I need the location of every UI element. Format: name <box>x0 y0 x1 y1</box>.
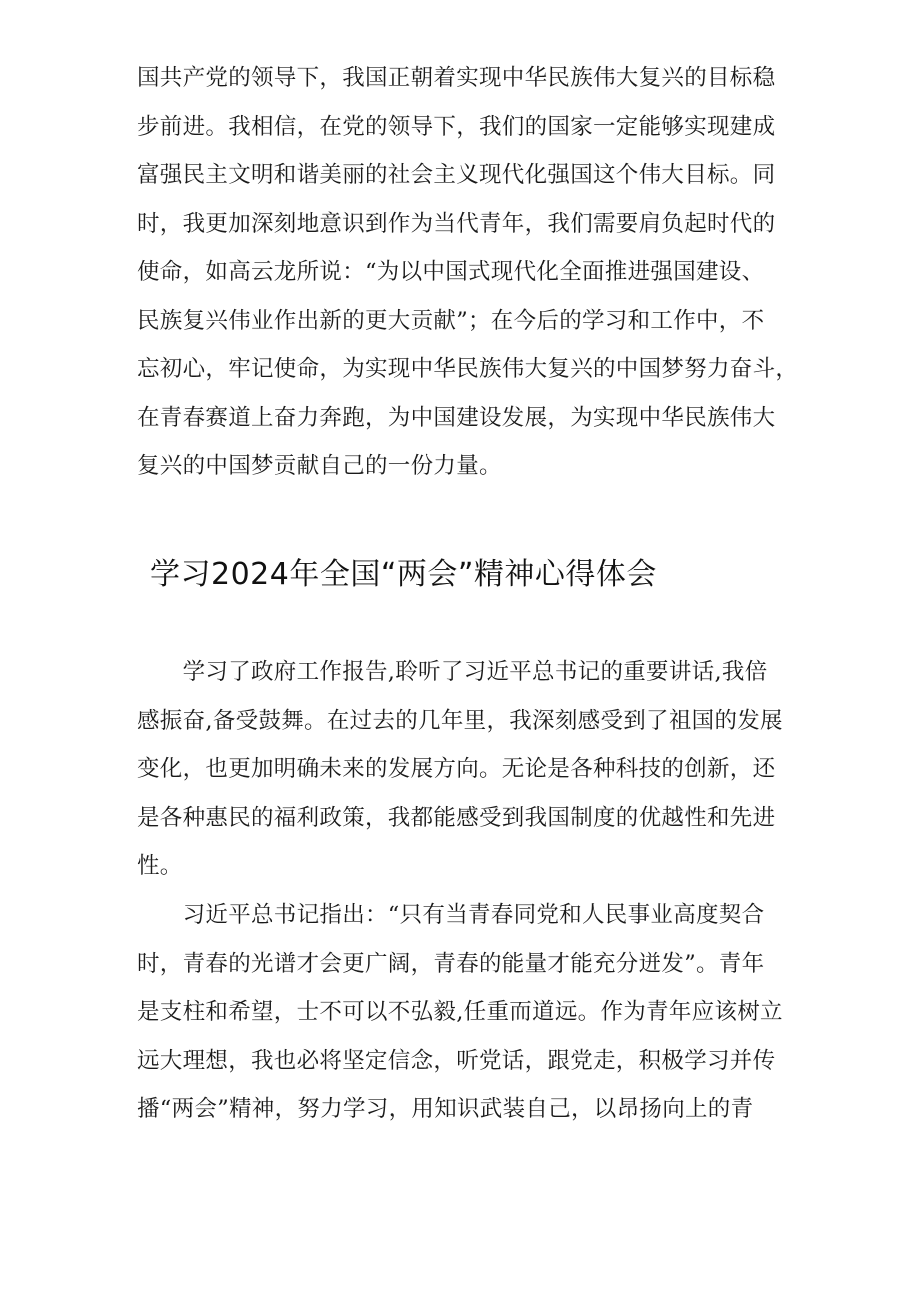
text-line: 性。 <box>137 853 183 879</box>
text-line: 时，青春的光谱才会更广阔，青春的能量才能充分迸发”。青年 <box>137 950 765 977</box>
paragraph <box>137 648 787 891</box>
text-line: 是各种惠民的福利政策，我都能感受到我国制度的优越性和先进 <box>137 804 776 831</box>
section-heading: 学习2024年全国“两会”精神心得体会 <box>150 557 657 592</box>
text-line: 变化，也更加明确未来的发展方向。无论是各种科技的创新，还 <box>137 756 776 782</box>
text-line: 学习了政府工作报告,聆听了习近平总书记的重要讲话,我倍 <box>137 659 768 685</box>
text-line: 习近平总书记指出：“只有当青春同党和人民事业高度契合 <box>137 902 765 928</box>
text-line: 是支柱和希望，士不可以不弘毅,任重而道远。作为青年应该树立 <box>137 999 783 1025</box>
text-line: 感振奋,备受鼓舞。在过去的几年里，我深刻感受到了祖国的发展 <box>137 707 783 734</box>
text-line: 使命，如高云龙所说：“为以中国式现代化全面推进强国建设、 <box>137 259 765 285</box>
text-line: 步前进。我相信，在党的领导下，我们的国家一定能够实现建成 <box>137 113 776 140</box>
text-line: 远大理想，我也必将坚定信念，听党话，跟党走，积极学习并传 <box>137 1047 776 1074</box>
text-line: 忘初心，牢记使命，为实现中华民族伟大复兴的中国梦努力奋斗， <box>137 356 799 382</box>
continued-paragraph <box>137 54 799 491</box>
text-line: 播“两会”精神，努力学习，用知识武装自己，以昂扬向上的青 <box>137 1096 754 1122</box>
text-line: 民族复兴伟业作出新的更大贡献”；在今后的学习和工作中，不 <box>137 307 765 334</box>
text-line: 国共产党的领导下，我国正朝着实现中华民族伟大复兴的目标稳 <box>137 65 776 91</box>
text-line: 富强民主文明和谐美丽的社会主义现代化强国这个伟大目标。同 <box>137 162 776 188</box>
paragraph <box>137 891 787 1134</box>
text-line: 在青春赛道上奋力奔跑，为中国建设发展，为实现中华民族伟大 <box>137 404 776 431</box>
text-line: 时，我更加深刻地意识到作为当代青年，我们需要肩负起时代的 <box>137 210 776 237</box>
text-line: 复兴的中国梦贡献自己的一份力量。 <box>137 453 502 479</box>
